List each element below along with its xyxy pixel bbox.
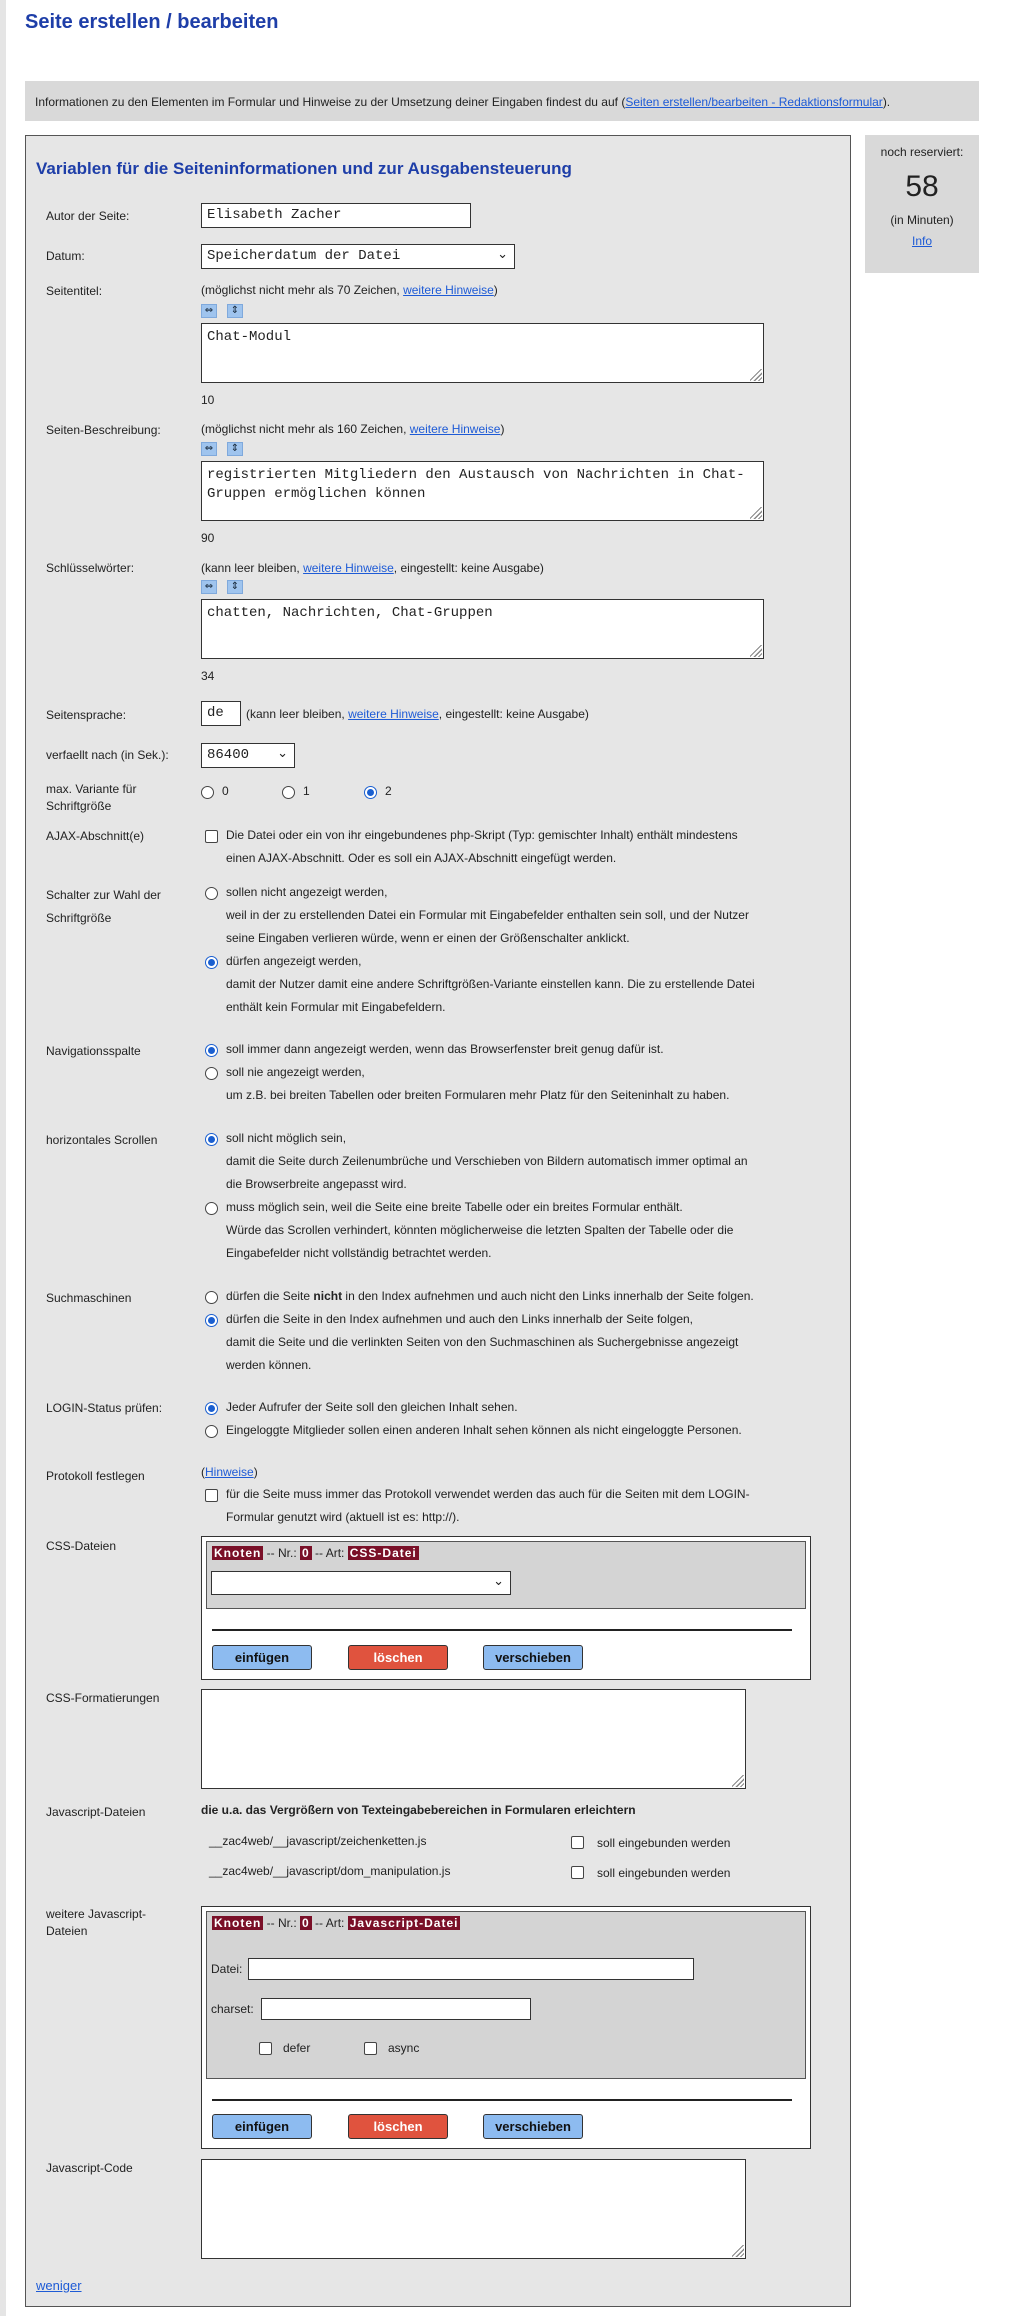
description-textarea[interactable]: [201, 461, 764, 521]
info-link[interactable]: Seiten erstellen/bearbeiten - Redaktionsformular: [625, 95, 883, 109]
protocol-line1: für die Seite muss immer das Protokoll verwendet werden das auch für die Seiten mit dem LOGIN-: [226, 1487, 750, 1501]
css-files-label: CSS-Dateien: [46, 1539, 117, 1553]
js-file-input[interactable]: [248, 1958, 694, 1980]
js-defer-checkbox[interactable]: [259, 2042, 272, 2055]
css-format-label: CSS-Formatierungen: [46, 1691, 160, 1705]
language-input[interactable]: de: [201, 701, 241, 726]
js-async-label: async: [388, 2041, 420, 2055]
page-title-textarea-value: Chat-Modul: [207, 329, 292, 345]
page-title: Seite erstellen / bearbeiten: [25, 11, 279, 33]
font-switch-opt2-line3: enthält kein Formular mit Eingabefeldern.: [226, 1000, 446, 1014]
js-code-textarea[interactable]: [201, 2159, 746, 2259]
js-delete-button[interactable]: löschen: [348, 2114, 448, 2139]
ajax-text-line2: einen AJAX-Abschnitt. Oder es soll ein AJAX-Abschnitt eingefügt werden.: [226, 851, 617, 865]
js-file-label: Datei:: [211, 1962, 243, 1976]
nav-opt1: soll immer dann angezeigt werden, wenn das Browserfenster breit genug dafür ist.: [226, 1042, 664, 1056]
js-node-header: [212, 1916, 460, 1930]
font-switch-label: Schalter zur Wahl der Schriftgröße: [46, 888, 161, 925]
hint-text: (möglichst nicht mehr als 160 Zeichen,: [201, 422, 410, 436]
font-switch-opt1-line2: weil in der zu erstellenden Datei ein Formular mit Eingabefelder enthalten sein soll, und der Nutzer: [226, 908, 749, 922]
description-hint: [201, 419, 504, 439]
node-tag: Knoten: [214, 1546, 262, 1560]
js-files-heading: die u.a. das Vergrößern von Texteingabebereichen in Formularen erleichtern: [201, 1803, 636, 1817]
js-file-2-include-label: soll eingebunden werden: [597, 1866, 731, 1880]
font-switch-opt1: sollen nicht angezeigt werden,: [226, 885, 388, 899]
page-title-textarea[interactable]: [201, 323, 764, 383]
reservation-minutes: 58: [905, 170, 939, 203]
resize-grip-icon[interactable]: [750, 507, 762, 519]
keywords-label: Schlüsselwörter:: [46, 561, 135, 575]
keywords-textarea[interactable]: [201, 599, 764, 659]
keywords-hint: [201, 558, 544, 578]
resize-vertical-icon[interactable]: ⇕: [227, 580, 243, 594]
search-opt2-line3: werden können.: [226, 1358, 312, 1372]
login-radio-same[interactable]: [205, 1402, 218, 1415]
search-radio-noindex[interactable]: [205, 1291, 218, 1304]
language-hint-link[interactable]: weitere Hinweise: [348, 707, 439, 721]
font-switch-opt1-line3: seine Eingaben verlieren würde, wenn er einen der Größenschalter anklickt.: [226, 931, 630, 945]
language-label: Seitensprache:: [46, 708, 127, 722]
hint-text: ): [253, 1465, 258, 1479]
chevron-down-icon: ⌄: [277, 746, 288, 761]
js-async-checkbox[interactable]: [364, 2042, 377, 2055]
date-select-value: Speicherdatum der Datei: [207, 248, 401, 264]
font-variant-option-1: 1: [303, 784, 310, 798]
protocol-checkbox[interactable]: [205, 1489, 218, 1502]
nav-opt2-line2: um z.B. bei breiten Tabellen oder breiten Formularen mehr Platz für den Seiteninhalt zu haben.: [226, 1088, 730, 1102]
form-frame: [25, 135, 851, 2307]
hscroll-opt2: muss möglich sein, weil die Seite eine breite Tabelle oder ein breites Formular enthält.: [226, 1200, 683, 1214]
js-code-label: Javascript-Code: [46, 2161, 133, 2175]
protocol-hint-link[interactable]: Hinweise: [205, 1465, 254, 1479]
art-tag: CSS-Datei: [349, 1546, 417, 1560]
font-variant-option-0: 0: [222, 784, 229, 798]
reservation-unit: (in Minuten): [890, 213, 954, 227]
nr-label: -- Nr.:: [266, 1916, 297, 1930]
resize-horizontal-icon[interactable]: ⇔: [201, 580, 217, 594]
info-text: Informationen zu den Elementen im Formular und Hinweise zu der Umsetzung deiner Eingaben findest du auf (: [35, 95, 626, 109]
hscroll-opt1-line2: damit die Seite durch Zeilenumbrüche und Verschieben von Bildern automatisch immer optimal an: [226, 1154, 748, 1168]
font-variant-radio-0[interactable]: [201, 786, 214, 799]
font-switch-opt2-line2: damit der Nutzer damit eine andere Schriftgrößen-Variante einstellen kann. Die zu erstellende Datei: [226, 977, 755, 991]
protocol-hint: [201, 1461, 258, 1484]
hscroll-radio-no[interactable]: [205, 1133, 218, 1146]
js-file-1: __zac4web/__javascript/zeichenketten.js: [209, 1834, 427, 1848]
hint-text: (kann leer bleiben,: [246, 707, 349, 721]
css-node-header: [212, 1546, 419, 1560]
author-input[interactable]: Elisabeth Zacher: [201, 203, 471, 228]
node-tag: Knoten: [214, 1916, 262, 1930]
js-move-button[interactable]: verschieben: [483, 2114, 583, 2139]
js-node-panel: [206, 1911, 806, 2079]
hscroll-opt1-line3: die Browserbreite angepasst wird.: [226, 1177, 407, 1191]
reservation-info-link[interactable]: Info: [911, 234, 932, 248]
page-title-hint-link[interactable]: weitere Hinweise: [403, 283, 494, 297]
resize-grip-icon[interactable]: [732, 1775, 744, 1787]
resize-horizontal-icon[interactable]: ⇔: [201, 442, 217, 456]
font-switch-radio-hide[interactable]: [205, 887, 218, 900]
js-charset-input[interactable]: [261, 1998, 531, 2020]
hscroll-label: horizontales Scrollen: [46, 1133, 158, 1147]
keywords-count: 34: [201, 669, 215, 683]
description-hint-link[interactable]: weitere Hinweise: [409, 422, 501, 436]
info-bar: [25, 81, 979, 121]
font-variant-radio-1[interactable]: [282, 786, 295, 799]
hscroll-opt2-line2: Würde das Scrollen verhindert, könnten möglicherweise die letzten Spalten der Tabelle oder die: [226, 1223, 734, 1237]
page-title-label: Seitentitel:: [46, 284, 103, 298]
chevron-down-icon: ⌄: [493, 1574, 504, 1589]
font-variant-radio-2[interactable]: [364, 786, 377, 799]
author-label: Autor der Seite:: [46, 209, 130, 223]
js-file-2-checkbox[interactable]: [571, 1866, 584, 1879]
page-title-count: 10: [201, 393, 215, 407]
keywords-hint-link[interactable]: weitere Hinweise: [303, 561, 394, 575]
ajax-checkbox[interactable]: [205, 830, 218, 843]
description-textarea-value: registrierten Mitgliedern den Austausch von Nachrichten in Chat-Gruppen ermöglichen können: [207, 467, 745, 502]
art-label: -- Art:: [315, 1546, 345, 1560]
art-label: -- Art:: [315, 1916, 345, 1930]
hscroll-opt2-line3: Eingabefelder nicht vollständig betrachtet werden.: [226, 1246, 492, 1260]
js-defer-label: defer: [283, 2041, 311, 2055]
expires-select[interactable]: [201, 743, 295, 768]
js-files-label: Javascript-Dateien: [46, 1805, 146, 1819]
js-charset-label: charset:: [211, 2002, 254, 2016]
resize-grip-icon[interactable]: [750, 645, 762, 657]
search-opt2: dürfen die Seite in den Index aufnehmen und auch den Links innerhalb der Seite folgen,: [226, 1312, 694, 1326]
search-opt1-text: in den Index aufnehmen und auch nicht den Links innerhalb der Seite folgen.: [342, 1289, 754, 1303]
login-label: LOGIN-Status prüfen:: [46, 1401, 163, 1415]
search-radio-index[interactable]: [205, 1314, 218, 1327]
css-insert-button[interactable]: einfügen: [212, 1645, 312, 1670]
date-label: Datum:: [46, 249, 85, 263]
login-radio-different[interactable]: [205, 1425, 218, 1438]
nr-tag: 0: [302, 1916, 310, 1930]
hint-text: , eingestellt: keine Ausgabe): [393, 561, 544, 575]
search-opt2-line2: damit die Seite und die verlinkten Seiten von den Suchmaschinen als Suchergebnisse angezeigt: [226, 1335, 739, 1349]
more-js-box: [201, 1906, 811, 2149]
js-file-1-checkbox[interactable]: [571, 1836, 584, 1849]
ajax-text-line1: Die Datei oder ein von ihr eingebundenes php-Skript (Typ: gemischter Inhalt) enthält mindestens: [226, 828, 738, 842]
hint-text: (: [201, 1465, 205, 1479]
css-format-textarea[interactable]: [201, 1689, 746, 1789]
nav-opt2: soll nie angezeigt werden,: [226, 1065, 365, 1079]
css-node-panel: [206, 1541, 806, 1609]
ajax-label: AJAX-Abschnitt(e): [46, 829, 145, 843]
nav-label: Navigationsspalte: [46, 1044, 141, 1058]
css-delete-button[interactable]: löschen: [348, 1645, 448, 1670]
art-tag: Javascript-Datei: [349, 1916, 459, 1930]
search-opt1-text: dürfen die Seite: [226, 1289, 314, 1303]
protocol-line2: Formular genutzt wird (aktuell ist es: http://).: [226, 1510, 460, 1524]
nav-radio-hide[interactable]: [205, 1067, 218, 1080]
hint-text: ): [493, 283, 498, 297]
divider: [212, 1629, 792, 1631]
resize-horizontal-icon[interactable]: ⇔: [201, 304, 217, 318]
resize-vertical-icon[interactable]: ⇕: [227, 304, 243, 318]
js-file-2: __zac4web/__javascript/dom_manipulation.js: [209, 1864, 451, 1878]
date-select[interactable]: [201, 244, 515, 269]
language-hint: [246, 704, 589, 724]
info-text-end: ).: [882, 95, 891, 109]
nr-tag: 0: [302, 1546, 310, 1560]
js-insert-button[interactable]: einfügen: [212, 2114, 312, 2139]
more-js-label: weitere Javascript-Dateien: [46, 1907, 147, 1938]
search-opt1: [226, 1285, 754, 1308]
expires-select-value: 86400: [207, 747, 250, 763]
keywords-textarea-value: chatten, Nachrichten, Chat-Gruppen: [207, 605, 493, 621]
nav-radio-show[interactable]: [205, 1044, 218, 1057]
description-label: Seiten-Beschreibung:: [46, 423, 161, 437]
hint-text: (möglichst nicht mehr als 70 Zeichen,: [201, 283, 404, 297]
font-variant-option-2: 2: [385, 784, 392, 798]
description-count: 90: [201, 531, 215, 545]
divider: [212, 2099, 792, 2101]
page-title-hint: [201, 280, 498, 300]
search-label: Suchmaschinen: [46, 1291, 132, 1305]
login-opt2: Eingeloggte Mitglieder sollen einen anderen Inhalt sehen können als nicht eingeloggte Personen.: [226, 1423, 742, 1437]
reservation-panel: [865, 135, 979, 273]
css-move-button[interactable]: verschieben: [483, 1645, 583, 1670]
resize-grip-icon[interactable]: [750, 369, 762, 381]
hscroll-radio-yes[interactable]: [205, 1202, 218, 1215]
resize-vertical-icon[interactable]: ⇕: [227, 442, 243, 456]
hscroll-opt1: soll nicht möglich sein,: [226, 1131, 347, 1145]
font-switch-radio-show[interactable]: [205, 956, 218, 969]
css-file-select[interactable]: [211, 1571, 511, 1595]
expires-label: verfaellt nach (in Sek.):: [46, 748, 169, 762]
chevron-down-icon: ⌄: [497, 247, 508, 262]
resize-grip-icon[interactable]: [732, 2245, 744, 2257]
reservation-label: noch reserviert:: [880, 145, 964, 159]
protocol-label: Protokoll festlegen: [46, 1469, 145, 1483]
font-variant-label: max. Variante für Schriftgröße: [46, 782, 137, 813]
search-opt1-bold: nicht: [313, 1289, 343, 1303]
login-opt1: Jeder Aufrufer der Seite soll den gleichen Inhalt sehen.: [226, 1400, 518, 1414]
hint-text: ): [500, 422, 505, 436]
font-switch-opt2: dürfen angezeigt werden,: [226, 954, 362, 968]
hint-text: , eingestellt: keine Ausgabe): [438, 707, 589, 721]
js-file-1-include-label: soll eingebunden werden: [597, 1836, 731, 1850]
form-heading: Variablen für die Seiteninformationen und zur Ausgabensteuerung: [36, 159, 572, 178]
hint-text: (kann leer bleiben,: [201, 561, 304, 575]
nr-label: -- Nr.:: [266, 1546, 297, 1560]
css-files-box: [201, 1536, 811, 1680]
less-link[interactable]: weniger: [36, 2278, 82, 2293]
